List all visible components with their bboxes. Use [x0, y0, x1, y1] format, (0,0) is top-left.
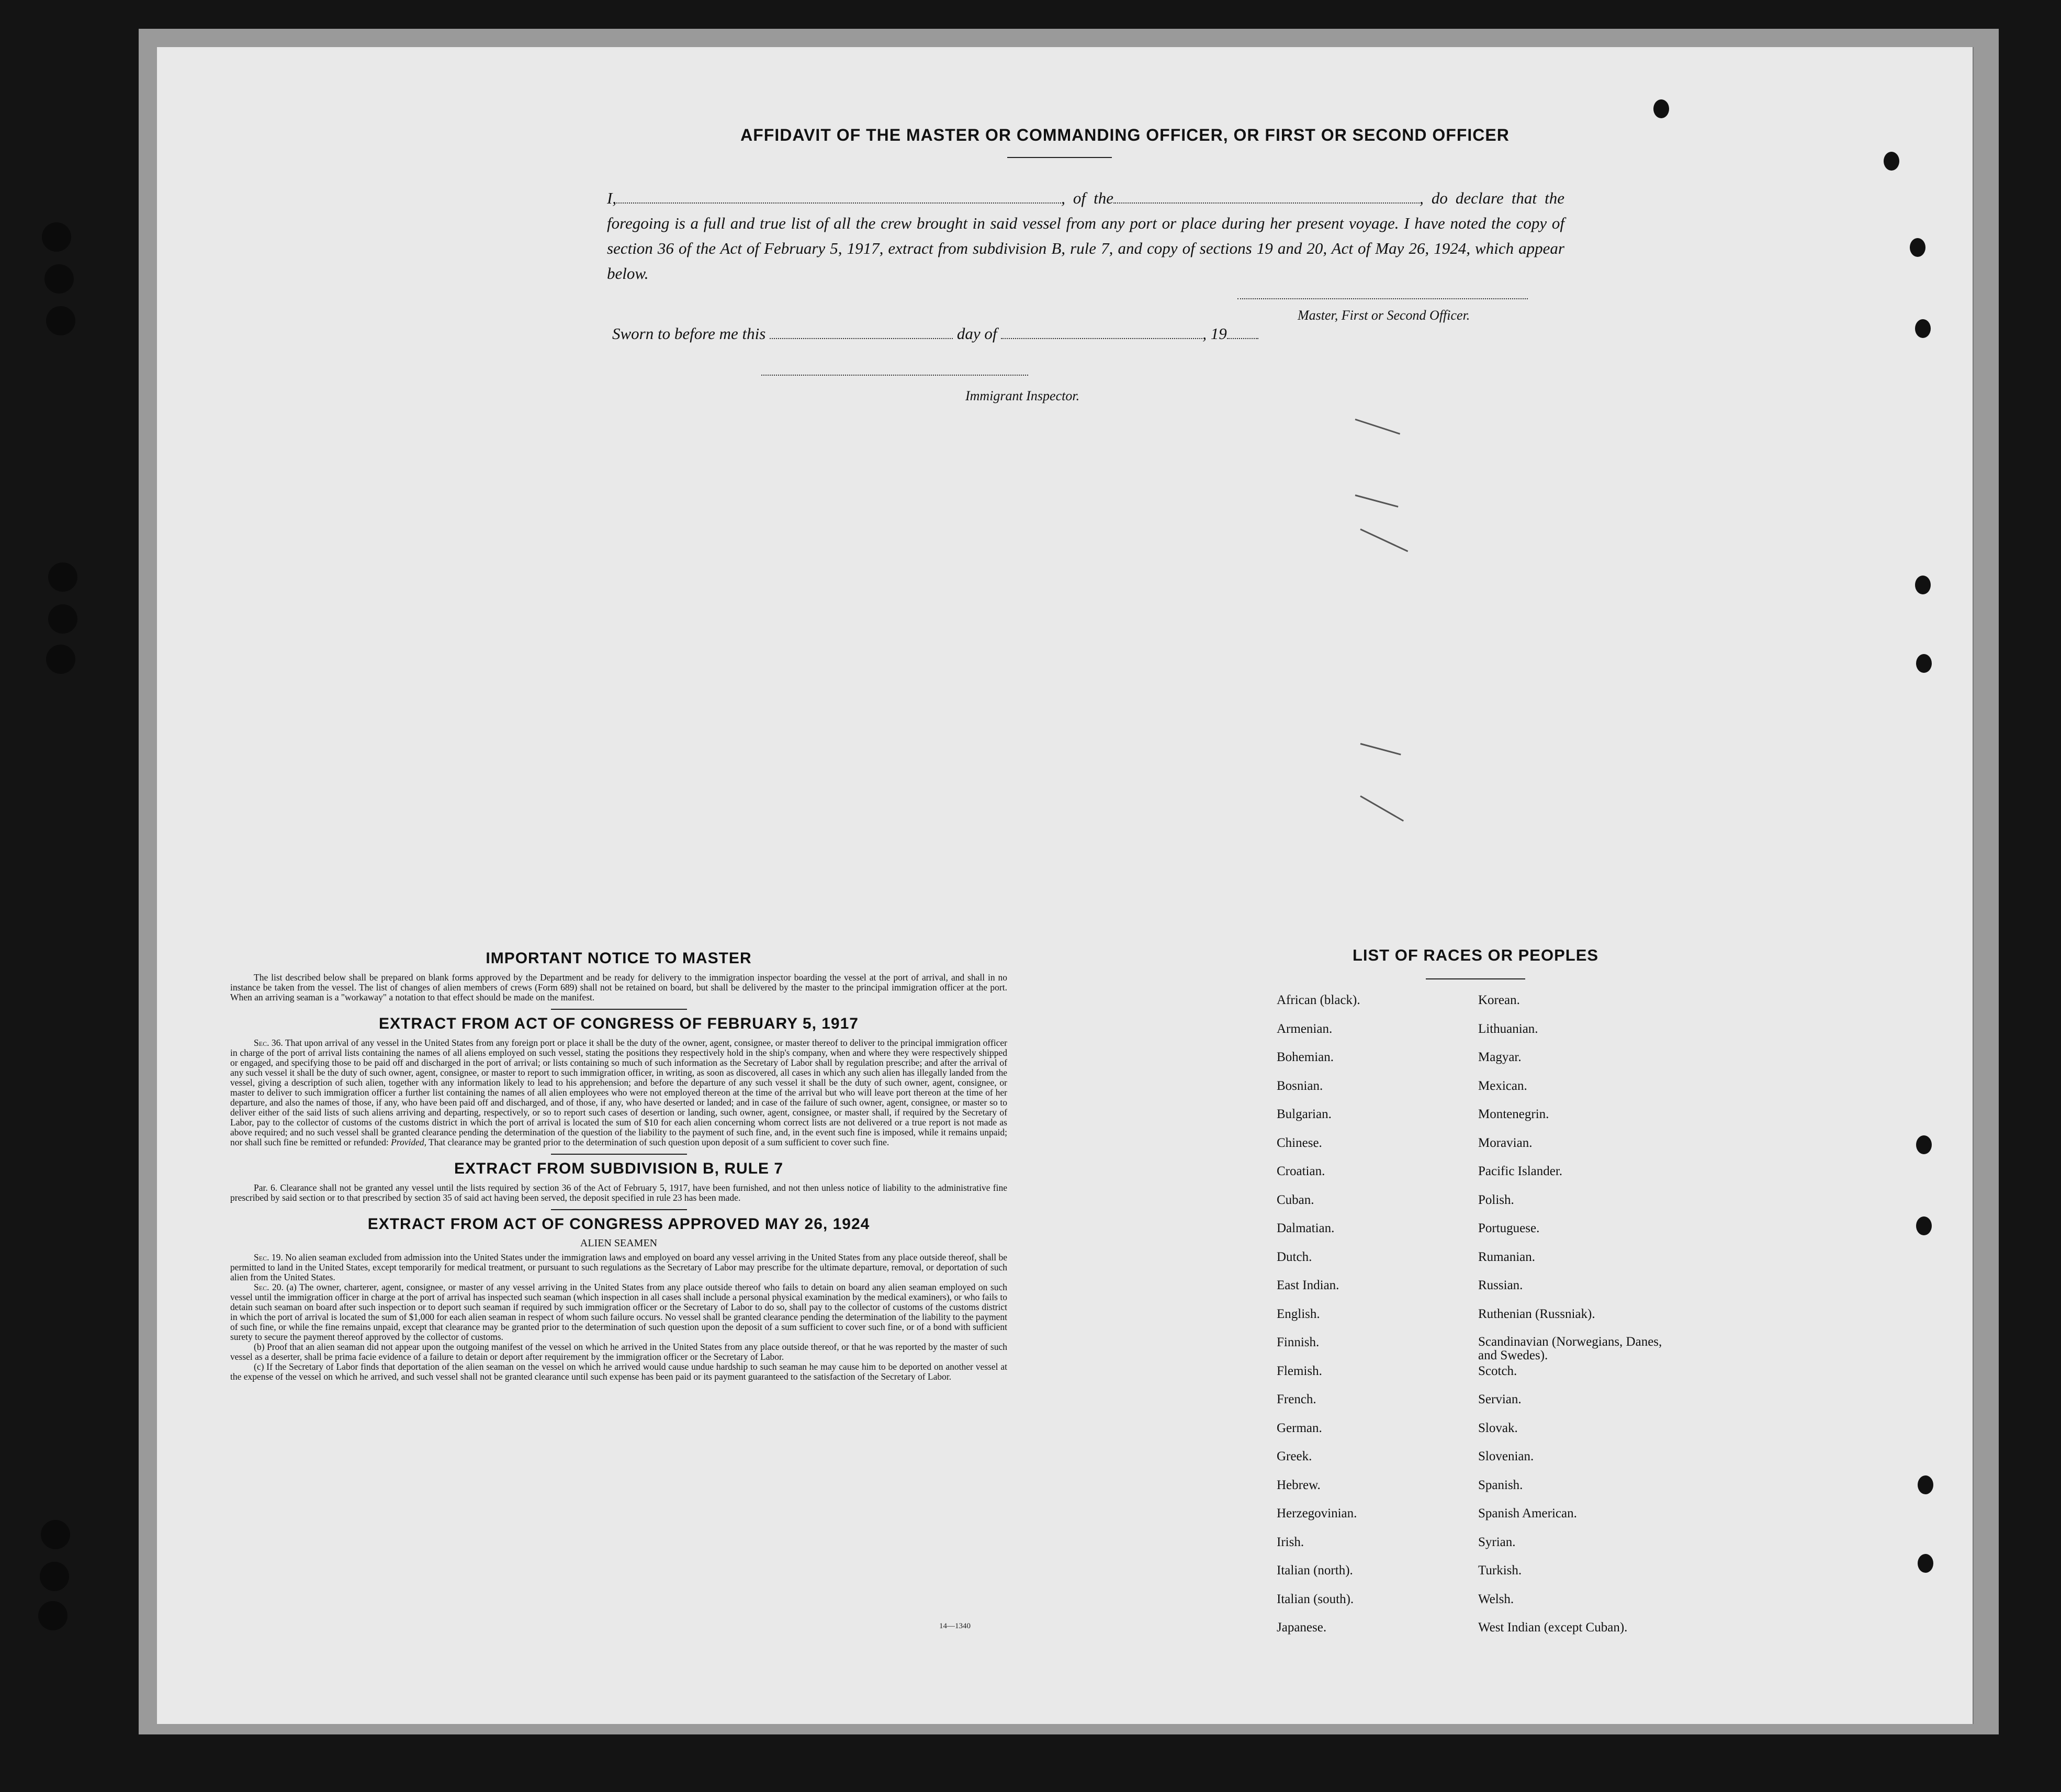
binder-hole: [46, 645, 75, 674]
sec-20b-text: (b) Proof that an alien seaman did not appear upon the outgoing manifest of the vessel on which he arrived in the United States from any place outside thereof, or that he was reported by the master of such vessel as a deserter, shall be prima facie evidence of a failure to detain or deport after requirement by the immigration officer or the Secretary of Labor.: [230, 1342, 1007, 1362]
binder-hole: [40, 1562, 69, 1591]
binder-hole: [48, 604, 77, 634]
sec-20c-text: (c) If the Secretary of Labor finds that deportation of the alien seaman on the vessel on which he arrived would cause undue hardship to such seaman he may cause him to be deported on another vessel at the expense of the vessel on which he arrived, and such vessel shall not be granted clearance until such expense has been paid or its payment guaranteed to the satisfaction of the Secretary of Labor.: [230, 1361, 1007, 1382]
notice-column: [230, 950, 1007, 1382]
race-item: Russian.: [1478, 1278, 1523, 1292]
inspector-label: Immigrant Inspector.: [965, 388, 1080, 403]
punch-hole: [1910, 238, 1925, 257]
proviso-text: That clearance may be granted prior to the determination of such question upon deposit of a sum sufficient to cover such fine.: [429, 1137, 889, 1147]
races-column-1: [1277, 993, 1360, 1649]
notice-text: The list described below shall be prepared on blank forms approved by the Department and be ready for delivery to the immigration inspector boarding the vessel at the port of arrival, and shall in no instance be taken from the vessel. The list of changes of alien members of crews (Form 689) shall not be retained on board, but shall be delivered by the master to the principal immigration officer at the port. When an arriving seaman is a "workaway" a notation to that effect should be made on the manifest.: [230, 972, 1007, 1002]
extract-1917-title: EXTRACT FROM ACT OF CONGRESS OF FEBRUARY 5, 1917: [379, 1015, 859, 1032]
race-item: Flemish.: [1277, 1363, 1322, 1378]
binder-hole: [42, 222, 71, 252]
race-item: Japanese.: [1277, 1620, 1327, 1635]
sec-19-text: [230, 1253, 1007, 1282]
affidavit-of-the-label: , of the: [1061, 189, 1113, 207]
race-item: Korean.: [1478, 993, 1520, 1007]
binder-hole: [44, 264, 74, 294]
affidavit-i-label: I,: [607, 189, 617, 207]
affidavit-do-declare-label: , do declare: [1419, 189, 1504, 207]
race-item: Slovenian.: [1478, 1449, 1534, 1463]
race-item: Scotch.: [1478, 1363, 1517, 1378]
section-rule: [551, 1009, 687, 1010]
race-item: Ruthenian (Russniak).: [1478, 1306, 1595, 1321]
affidavit-title: AFFIDAVIT OF THE MASTER OR COMMANDING OFFICER, OR FIRST OR SECOND OFFICER: [740, 126, 1510, 144]
sec-36-label: Sec. 36.: [254, 1038, 283, 1048]
punch-hole: [1916, 654, 1932, 673]
punch-hole: [1916, 1216, 1932, 1235]
binder-hole: [48, 562, 77, 592]
title-rule: [1007, 157, 1112, 158]
race-item: Montenegrin.: [1478, 1107, 1549, 1121]
race-item: Italian (north).: [1277, 1563, 1353, 1577]
punch-hole: [1916, 1135, 1932, 1154]
race-item: Lithuanian.: [1478, 1021, 1538, 1036]
race-item: Hebrew.: [1277, 1478, 1321, 1492]
race-item: Dutch.: [1277, 1249, 1312, 1264]
race-item: Irish.: [1277, 1535, 1304, 1549]
section-rule: [551, 1209, 687, 1210]
race-item: Armenian.: [1277, 1021, 1333, 1036]
master-signature-label: Master, First or Second Officer.: [1298, 308, 1470, 323]
race-item: German.: [1277, 1421, 1322, 1435]
race-item: Bosnian.: [1277, 1078, 1323, 1093]
document-page: [157, 47, 1974, 1724]
race-item: Spanish American.: [1478, 1506, 1577, 1520]
binder-hole: [38, 1601, 67, 1630]
sworn-line: [612, 324, 1258, 343]
form-number: 14—1340: [939, 1622, 971, 1630]
alien-seamen-subtitle: ALIEN SEAMEN: [580, 1237, 658, 1249]
race-item: Polish.: [1478, 1192, 1514, 1207]
sworn-label: Sworn to before me this: [612, 324, 766, 343]
race-item: Bohemian.: [1277, 1050, 1334, 1064]
sec-36-text: That upon arrival of any vessel in the United States from any foreign port or place it shall be the duty of the owner, agent, consignee, or master thereof to deliver to the principal immigration officer in charge of the port of arrival lists containing the names of all aliens employed on such vessel, stating the positions they respectively hold in the ship's company, when and where they were respectively shipped or engaged, and specifying those to be paid off and discharged in the port of arrival; or lists containing so much of such information as the Secretary of Labor shall by regulation prescribe; and after the arrival of any such vessel it shall be the duty of such owner, agent, consignee, or master to report to such immigration officer, in writing, as soon as discovered, all cases in which any such alien has illegally landed from the vessel, giving a description of such alien, together with any information likely to lead to his apprehension; and before the departure of any such vessel it shall be the duty of such owner, agent, consignee, or master to deliver to such immigration officer a further list containing the names of all alien employees who were not employed thereon at the time of the arrival but who will leave port thereon at the time of her departure, and also the names of those, if any, who have been paid off and discharged, and of those, if any, who have deserted or landed; and in case of the failure of such owner, agent, consignee, or master so to deliver either of the said lists of such aliens arriving and departing, respectively, or so to report such cases of desertion or landing, such owner, agent, consignee, or master shall, if required by the Secretary of Labor, pay to the collector of customs of the customs district in which the port of arrival is located the sum of $10 for each alien concerning whom correct lists are not delivered or a true report is not made as above required; and no such vessel shall be granted clearance pending the determination of the question of the liability to the payment of such fine, and, in the event such fine is imposed, while it remains unpaid; nor shall such fine be remitted or refunded:: [230, 1038, 1007, 1147]
inspector-signature-line[interactable]: [761, 375, 1028, 376]
affidavit-text: that the foregoing is a full and true list of all the crew brought in said vessel from any port or place during her present voyage. I have noted the copy of section 36 of the Act of February 5, 1917, extract from subdivision B, rule 7, and copy of sections 19 and 20, Act of May 26, 1924, which appear below.: [607, 189, 1564, 283]
race-item: French.: [1277, 1392, 1316, 1406]
binder-hole: [41, 1520, 70, 1549]
race-item: Finnish.: [1277, 1335, 1320, 1349]
vessel-name-field[interactable]: [1113, 192, 1420, 204]
race-item: Croatian.: [1277, 1164, 1325, 1178]
extract-rule7-text: Par. 6. Clearance shall not be granted any vessel until the lists required by section 36 of the Act of February 5, 1917, have been furnished, and not then unless notice of liability to the administrative fine prescribed by said section or to that prescribed by section 35 of said act having been served, the deposit specified in rule 23 has been made.: [230, 1182, 1007, 1203]
sworn-day-field[interactable]: [770, 328, 953, 339]
punch-hole: [1918, 1475, 1933, 1494]
race-item: Greek.: [1277, 1449, 1312, 1463]
punch-hole: [1884, 152, 1899, 171]
sec-20a-body: (a) The owner, charterer, agent, consignee, or master of any vessel arriving in the United States from any place outside thereof who fails to detain on board any alien seaman employed on such vessel until the immigration officer in charge at the port of arrival has inspected such seaman (which inspection in all cases shall include a personal physical examination by the medical examiners), or who fails to detain such seaman on board after such inspection or to deport such seaman if required by such immigration officer or the Secretary of Labor to do so, shall pay to the collector of customs of the customs district in which the port of arrival is located the sum of $1,000 for each alien seaman in respect of whom such failure occurs. No vessel shall be granted clearance pending the determination of the liability to the payment of such fine, or while the fine remains unpaid, except that clearance may be granted prior to the determination of such question upon the deposit of a sum sufficient to cover such fine, or of a bond with sufficient surety to secure the payment thereof approved by the collector of customs.: [230, 1282, 1007, 1342]
race-item: Cuban.: [1277, 1192, 1314, 1207]
sec-19-label: Sec. 19.: [254, 1252, 283, 1263]
race-item: Scandinavian (Norwegians, Danes, and Swedes).: [1478, 1335, 1662, 1362]
extract-rule7-title: EXTRACT FROM SUBDIVISION B, RULE 7: [454, 1160, 784, 1177]
master-signature-line[interactable]: [1237, 298, 1528, 299]
races-title-rule: [1426, 978, 1525, 979]
race-item: African (black).: [1277, 993, 1360, 1007]
races-title: LIST OF RACES OR PEOPLES: [1352, 946, 1599, 964]
punch-hole: [1918, 1554, 1933, 1573]
race-item: Rumanian.: [1478, 1249, 1536, 1264]
race-item: East Indian.: [1277, 1278, 1339, 1292]
sworn-month-field[interactable]: [1001, 328, 1202, 339]
affidavit-body: [607, 186, 1564, 286]
races-column-2: [1478, 993, 1666, 1649]
race-item: Dalmatian.: [1277, 1221, 1335, 1235]
sec-20a-text: [230, 1282, 1007, 1342]
day-of-label: day of: [956, 324, 997, 343]
race-item: Syrian.: [1478, 1535, 1516, 1549]
race-item: Magyar.: [1478, 1050, 1522, 1064]
race-item: Spanish.: [1478, 1478, 1523, 1492]
race-item: Turkish.: [1478, 1563, 1522, 1577]
binder-hole: [46, 306, 75, 335]
race-item: Portuguese.: [1478, 1221, 1540, 1235]
punch-hole: [1653, 99, 1669, 118]
race-item: Welsh.: [1478, 1592, 1514, 1606]
race-item: Italian (south).: [1277, 1592, 1354, 1606]
punch-hole: [1915, 319, 1931, 338]
year-prefix: , 19: [1202, 324, 1227, 343]
race-item: Pacific Islander.: [1478, 1164, 1563, 1178]
race-item: Bulgarian.: [1277, 1107, 1332, 1121]
section-rule: [551, 1154, 687, 1155]
notice-title: IMPORTANT NOTICE TO MASTER: [486, 950, 752, 967]
race-item: Servian.: [1478, 1392, 1522, 1406]
race-item: English.: [1277, 1306, 1320, 1321]
punch-hole: [1915, 576, 1931, 594]
extract-1917-text: [230, 1038, 1007, 1147]
race-item: Mexican.: [1478, 1078, 1527, 1093]
race-item: Chinese.: [1277, 1135, 1322, 1150]
proviso-label: Provided,: [391, 1137, 426, 1147]
officer-name-field[interactable]: [616, 192, 1061, 204]
race-item: Moravian.: [1478, 1135, 1533, 1150]
sec-20-label: Sec. 20.: [254, 1282, 284, 1292]
extract-1924-title: EXTRACT FROM ACT OF CONGRESS APPROVED MAY 26, 1924: [367, 1215, 870, 1233]
sworn-year-field[interactable]: [1227, 328, 1258, 339]
race-item: Herzegovinian.: [1277, 1506, 1357, 1520]
race-item: Slovak.: [1478, 1421, 1518, 1435]
race-item: West Indian (except Cuban).: [1478, 1620, 1628, 1635]
sec-19-body: No alien seaman excluded from admission into the United States under the immigration laws and employed on board any vessel arriving in the United States from any place outside thereof, shall be permitted to land in the United States, except temporarily for medical treatment, or pursuant to such regulations as the Secretary of Labor may prescribe for the ultimate departure, removal, or deportation of such alien from the United States.: [230, 1252, 1007, 1282]
